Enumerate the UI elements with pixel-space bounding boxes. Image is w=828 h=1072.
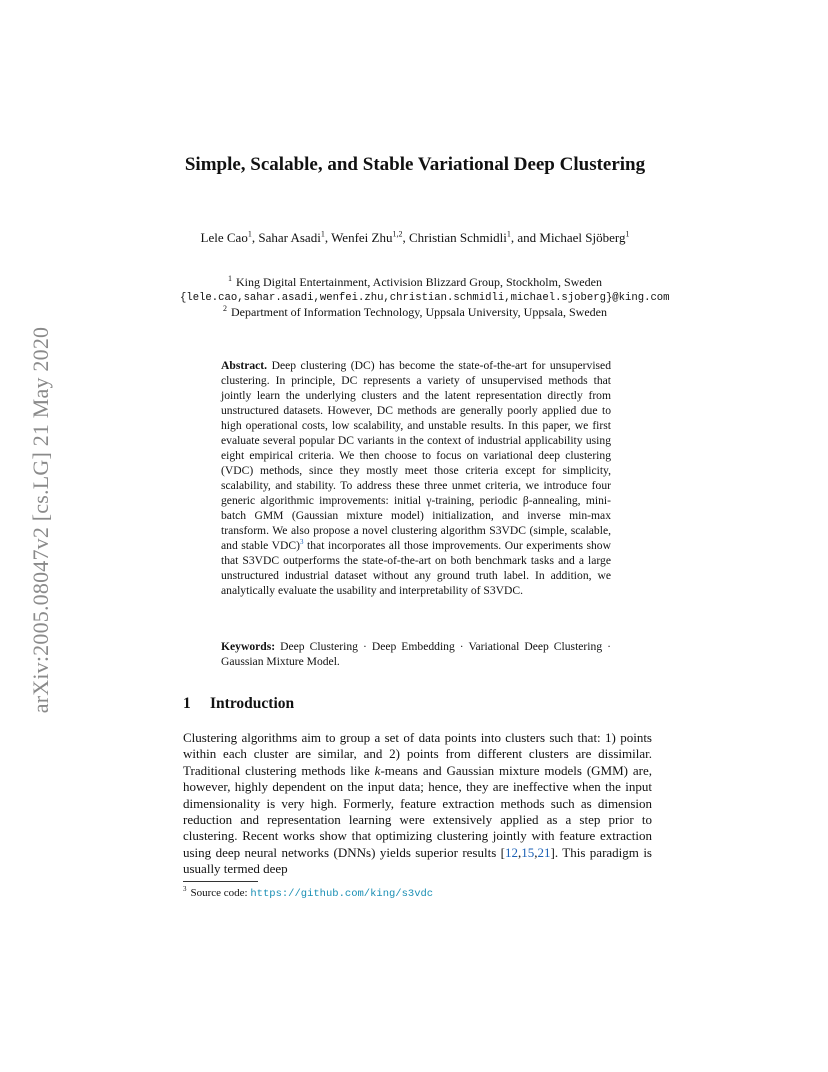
- section-title: Introduction: [210, 695, 295, 712]
- affiliation-2: $^2$ Department of Information Technology, Uppsala University, Uppsala, Sweden: [223, 304, 607, 319]
- keywords: Keywords: Deep Clustering · Deep Embedding · Variational Deep Clustering · Gaussian Mixture Model.: [221, 640, 611, 668]
- arxiv-stamp: [24, 275, 58, 765]
- author: Christian Schmidli$^1$: [408, 229, 511, 245]
- abstract: Abstract. Deep clustering (DC) has become the state-of-the-art for unsupervised clustering. In principle, DC represents a variety of unsupervised methods that jointly learn the underlying clusters and the latent representation directly from unstructured datasets. However, DC methods are generally poorly applied due to high operational costs, low scalability, and unstable results. In this paper, we first evaluate several popular DC variants in the context of industrial applicability using eight empirical criteria. We then choose to focus on variational deep clustering (VDC) methods, since they mostly meet those criteria except for simplicity, scalability, and stability. To address these three unmet criteria, we introduce four generic algorithmic improvements: initial γ-training, periodic β-annealing, mini-batch GMM (Gaussian mixture model) initialization, and inverse min-max transform. We also propose a novel clustering algorithm S3VDC (simple, scalable, and stable VDC)$^3$ that incorporates all those improvements. Our experiments show that S3VDC outperforms the state-of-the-art on both benchmark tasks and a large unstructured industrial dataset without any ground truth label. In addition, we analytically evaluate the usability and interpretability of S3VDC.: [221, 359, 612, 597]
- author: Wenfei Zhu$^{1,2}$: [331, 229, 403, 245]
- author: Sahar Asadi$^1$: [258, 229, 325, 245]
- footnote-divider: [183, 881, 258, 882]
- section-heading: [183, 695, 294, 713]
- source-code-link[interactable]: https://github.com/king/s3vdc: [250, 888, 434, 900]
- abstract-label: Abstract.: [221, 359, 268, 372]
- citation-link[interactable]: 12: [505, 844, 519, 860]
- footnote-ref[interactable]: 3: [300, 538, 304, 547]
- arxiv-stamp-text: arXiv:2005.08047v2 [cs.LG] 21 May 2020: [28, 326, 53, 714]
- citation-link[interactable]: 21: [537, 844, 551, 860]
- keywords-label: Keywords:: [221, 640, 276, 653]
- author: Michael Sjöberg$^1$: [539, 229, 630, 245]
- intro-paragraph: Clustering algorithms aim to group a set of data points into clusters such that: 1) points within each cluster are similar, and 2) points from different clusters are dissimilar. Traditional clustering methods like k-means and Gaussian mixture models (GMM) are, however, highly dependent on the input data; hence, they are ineffective when the input dimensionality is very high. Formerly, feature extraction methods such as dimension reduction and representation learning were extensively applied as a step prior to clustering. Recent works show that optimizing clustering jointly with feature extraction using deep neural networks (DNNs) yields superior results [12,15,21]. This paradigm is usually termed deep: [183, 730, 652, 877]
- footnote: $^3$ Source code: https://github.com/king/s3vdc: [183, 885, 434, 900]
- author-list: Lele Cao$^1$, Sahar Asadi$^1$, Wenfei Zhu$^{1,2}$, Christian Schmidli$^1$, and Michael Sjöberg$^1$: [200, 229, 630, 245]
- author-emails[interactable]: {lele.cao,sahar.asadi,wenfei.zhu,christian.schmidli,michael.sjoberg}@king.com: [180, 292, 670, 304]
- author: Lele Cao$^1$: [200, 229, 252, 245]
- paper-title: Simple, Scalable, and Stable Variational Deep Clustering: [184, 154, 646, 175]
- section-number: 1: [183, 695, 191, 712]
- affiliation-1: $^1$ King Digital Entertainment, Activision Blizzard Group, Stockholm, Sweden: [228, 274, 602, 289]
- citation-link[interactable]: 15: [521, 844, 535, 860]
